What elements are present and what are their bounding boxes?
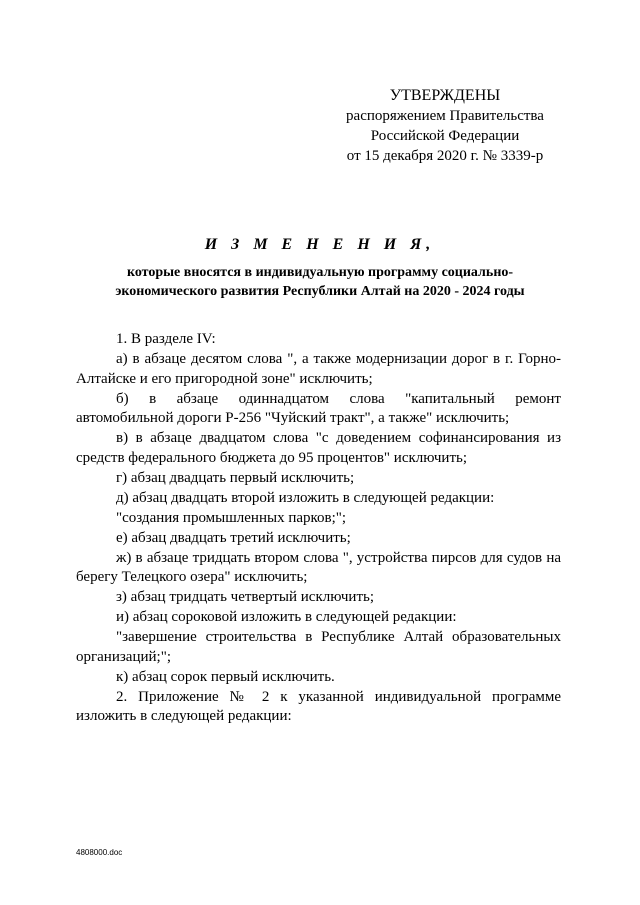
paragraph: а) в абзаце десятом слова ", а также модернизации дорог в г. Горно-Алтайске и его пригородной зоне" исключить; xyxy=(76,351,561,387)
approval-line: распоряжением Правительства xyxy=(346,108,544,124)
paragraph: "завершение строительства в Республике Алтай образовательных организаций;"; xyxy=(76,629,561,665)
document-subtitle xyxy=(90,263,550,301)
paragraph: б) в абзаце одиннадцатом слова "капитальный ремонт автомобильной дороги Р-256 "Чуйский тракт", а также" исключить; xyxy=(76,390,561,426)
paragraph: г) абзац двадцать первый исключить; xyxy=(116,469,355,486)
paragraph: в) в абзаце двадцатом слова "с доведением софинансирования из средств федерального бюджета до 95 процентов" исключить; xyxy=(76,430,561,466)
paragraph: д) абзац двадцать второй изложить в следующей редакции: xyxy=(116,489,495,506)
paragraph: и) абзац сороковой изложить в следующей редакции: xyxy=(116,609,457,625)
paragraph: 1. В разделе IV: xyxy=(116,331,216,347)
paragraph: ж) в абзаце тридцать втором слова ", устройства пирсов для судов на берегу Телецкого озера" исключить; xyxy=(76,549,561,585)
subtitle-line: экономического развития Республики Алтай на 2020 - 2024 годы xyxy=(115,284,525,299)
subtitle-line: которые вносятся в индивидуальную программу социально- xyxy=(126,265,514,280)
paragraph: к) абзац сорок первый исключить. xyxy=(116,668,335,685)
approval-heading: УТВЕРЖДЕНЫ xyxy=(389,87,501,104)
paragraph: 2. Приложение № 2 к указанной индивидуальной программе изложить в следующей редакции: xyxy=(76,688,561,724)
document-title: И З М Е Н Е Н И Я, xyxy=(204,236,436,253)
file-name-footer: 4808000.doc xyxy=(76,848,123,857)
paragraph: з) абзац тридцать четвертый исключить; xyxy=(116,589,375,605)
paragraph: е) абзац двадцать третий исключить; xyxy=(116,529,351,546)
paragraph: "создания промышленных парков;"; xyxy=(116,509,347,526)
approval-line: Российской Федерации xyxy=(370,128,520,144)
approval-block xyxy=(320,86,570,166)
document-body xyxy=(76,330,561,727)
approval-line: от 15 декабря 2020 г. № 3339-р xyxy=(346,148,544,164)
